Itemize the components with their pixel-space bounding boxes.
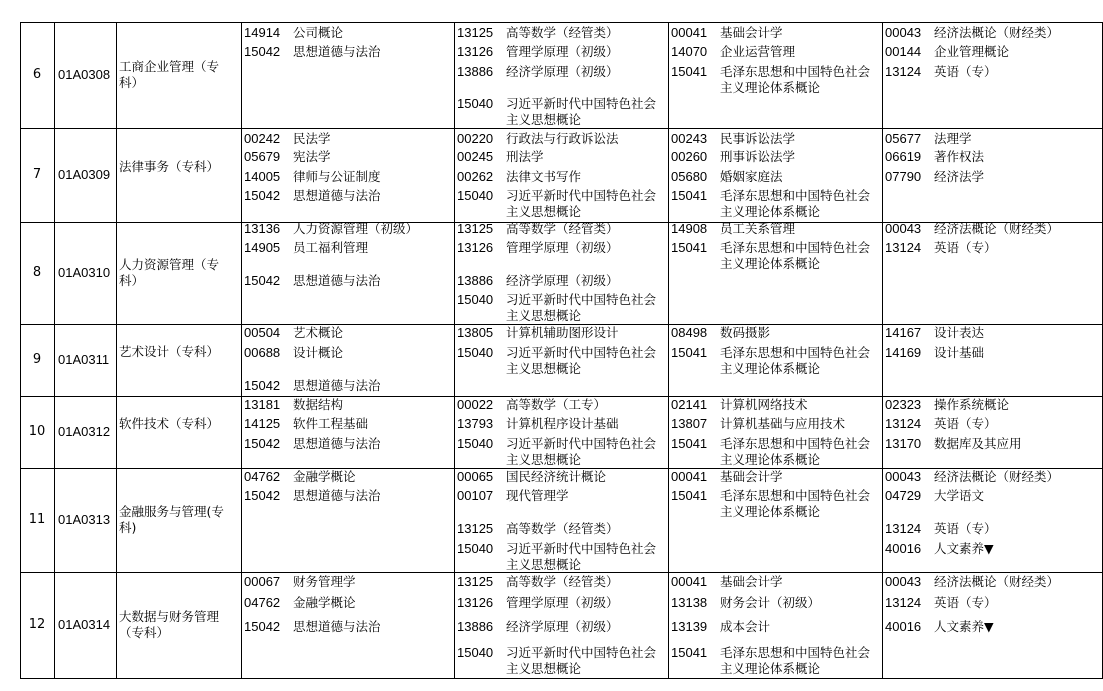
course-code: 00242 <box>244 131 281 146</box>
course-code: 14070 <box>671 44 708 59</box>
course-name: 宪法学 <box>293 149 331 164</box>
course-code: 13126 <box>457 240 494 255</box>
course-name: 毛泽东思想和中国特色社会主义理论体系概论 <box>720 488 871 519</box>
course-code: 13136 <box>244 221 281 236</box>
course-code: 00245 <box>457 149 494 164</box>
course-name: 计算机网络技术 <box>720 397 808 412</box>
row-number: 9 <box>32 352 42 367</box>
course-name: 管理学原理（初级） <box>506 240 619 255</box>
course-code: 13170 <box>885 436 922 451</box>
course-name: 企业管理概论 <box>934 44 1010 59</box>
row-number: 12 <box>28 617 46 632</box>
course-name: 毛泽东思想和中国特色社会主义理论体系概论 <box>720 240 871 271</box>
course-code: 05679 <box>244 149 281 164</box>
course-name: 英语（专） <box>934 416 997 431</box>
course-code: 00041 <box>671 469 708 484</box>
course-name: 操作系统概论 <box>934 397 1010 412</box>
course-code: 15042 <box>244 378 281 393</box>
course-name: 高等数学（工专） <box>506 397 607 412</box>
course-name: 大学语文 <box>934 488 985 503</box>
course-name: 著作权法 <box>934 149 985 164</box>
course-code: 15040 <box>457 188 494 203</box>
course-code: 15041 <box>671 645 708 660</box>
course-name: 经济法学 <box>934 169 985 184</box>
course-name: 思想道德与法治 <box>293 378 381 393</box>
course-code: 00043 <box>885 469 922 484</box>
course-code: 00041 <box>671 574 708 589</box>
course-code: 13139 <box>671 619 708 634</box>
column-divider <box>241 22 242 679</box>
course-code: 15042 <box>244 44 281 59</box>
course-code: 00107 <box>457 488 494 503</box>
course-name: 英语（专） <box>934 64 997 79</box>
row-number: 10 <box>28 424 46 439</box>
course-code: 15040 <box>457 96 494 111</box>
course-code: 06619 <box>885 149 922 164</box>
course-code: 15040 <box>457 345 494 360</box>
course-name: 法律文书写作 <box>506 169 582 184</box>
column-divider <box>54 22 55 679</box>
course-code: 00067 <box>244 574 281 589</box>
course-name: 思想道德与法治 <box>293 44 381 59</box>
major-name: 大数据与财务管理（专科） <box>119 609 220 640</box>
major-code: 01A0312 <box>58 424 111 439</box>
course-code: 13124 <box>885 240 922 255</box>
course-name: 基础会计学 <box>720 469 783 484</box>
major-name: 工商企业管理（专科） <box>119 59 220 90</box>
course-name: 人力资源管理（初级） <box>293 221 419 236</box>
course-code: 04762 <box>244 595 281 610</box>
course-code: 02323 <box>885 397 922 412</box>
course-code: 40016 <box>885 541 922 556</box>
course-name: 思想道德与法治 <box>293 436 381 451</box>
course-name: 习近平新时代中国特色社会主义思想概论 <box>506 436 657 467</box>
course-name: 经济法概论（财经类） <box>934 25 1060 40</box>
course-name: 英语（专） <box>934 521 997 536</box>
row-divider <box>20 572 1103 573</box>
course-code: 04729 <box>885 488 922 503</box>
course-code: 15041 <box>671 64 708 79</box>
course-code: 15042 <box>244 488 281 503</box>
course-name: 数据结构 <box>293 397 344 412</box>
column-divider <box>668 22 669 679</box>
course-code: 14905 <box>244 240 281 255</box>
course-name: 英语（专） <box>934 240 997 255</box>
course-code: 13125 <box>457 574 494 589</box>
course-name: 经济学原理（初级） <box>506 273 619 288</box>
course-code: 13886 <box>457 619 494 634</box>
major-code: 01A0313 <box>58 512 111 527</box>
course-name: 计算机辅助图形设计 <box>506 325 619 340</box>
course-name: 高等数学（经管类） <box>506 25 619 40</box>
course-code: 02141 <box>671 397 708 412</box>
course-name: 计算机程序设计基础 <box>506 416 619 431</box>
course-name: 经济法概论（财经类） <box>934 221 1060 236</box>
course-code: 14167 <box>885 325 922 340</box>
course-name: 软件工程基础 <box>293 416 369 431</box>
course-name: 民法学 <box>293 131 331 146</box>
course-name: 刑事诉讼法学 <box>720 149 796 164</box>
course-code: 13181 <box>244 397 281 412</box>
course-name: 法理学 <box>934 131 972 146</box>
course-name: 人文素养▼ <box>934 619 994 634</box>
course-name: 民事诉讼法学 <box>720 131 796 146</box>
course-code: 15040 <box>457 645 494 660</box>
course-name: 婚姻家庭法 <box>720 169 783 184</box>
course-name: 思想道德与法治 <box>293 488 381 503</box>
course-name: 律师与公证制度 <box>293 169 381 184</box>
course-code: 13126 <box>457 595 494 610</box>
course-name: 高等数学（经管类） <box>506 521 619 536</box>
course-name: 思想道德与法治 <box>293 188 381 203</box>
course-name: 习近平新时代中国特色社会主义思想概论 <box>506 345 657 376</box>
course-code: 15041 <box>671 345 708 360</box>
course-name: 基础会计学 <box>720 25 783 40</box>
course-name: 金融学概论 <box>293 469 356 484</box>
course-code: 15041 <box>671 240 708 255</box>
course-name: 设计基础 <box>934 345 985 360</box>
course-code: 15040 <box>457 541 494 556</box>
course-name: 习近平新时代中国特色社会主义思想概论 <box>506 292 657 323</box>
course-name: 刑法学 <box>506 149 544 164</box>
course-name: 员工关系管理 <box>720 221 796 236</box>
course-code: 00688 <box>244 345 281 360</box>
course-name: 数据库及其应用 <box>934 436 1022 451</box>
major-code: 01A0311 <box>58 352 110 367</box>
course-name: 习近平新时代中国特色社会主义思想概论 <box>506 96 657 127</box>
row-number: 11 <box>28 512 46 527</box>
course-code: 13886 <box>457 64 494 79</box>
major-name: 金融服务与管理(专科) <box>119 504 224 535</box>
course-name: 毛泽东思想和中国特色社会主义理论体系概论 <box>720 436 871 467</box>
course-code: 00022 <box>457 397 494 412</box>
course-code: 15041 <box>671 488 708 503</box>
course-code: 15042 <box>244 188 281 203</box>
major-name: 法律事务（专科） <box>119 159 220 174</box>
course-code: 13125 <box>457 521 494 536</box>
course-name: 习近平新时代中国特色社会主义思想概论 <box>506 188 657 219</box>
course-name: 习近平新时代中国特色社会主义思想概论 <box>506 541 657 572</box>
course-code: 13126 <box>457 44 494 59</box>
course-code: 00043 <box>885 25 922 40</box>
major-name: 人力资源管理（专科） <box>119 257 220 288</box>
major-code: 01A0314 <box>58 617 111 632</box>
course-code: 13124 <box>885 416 922 431</box>
course-code: 00065 <box>457 469 494 484</box>
column-divider <box>882 22 883 679</box>
course-name: 毛泽东思想和中国特色社会主义理论体系概论 <box>720 345 871 376</box>
course-name: 高等数学（经管类） <box>506 574 619 589</box>
course-code: 13124 <box>885 595 922 610</box>
course-code: 14908 <box>671 221 708 236</box>
course-code: 04762 <box>244 469 281 484</box>
row-number: 8 <box>32 265 42 280</box>
course-code: 00041 <box>671 25 708 40</box>
course-name: 公司概论 <box>293 25 344 40</box>
major-name: 软件技术（专科） <box>119 416 220 431</box>
course-name: 计算机基础与应用技术 <box>720 416 846 431</box>
course-code: 13805 <box>457 325 494 340</box>
course-code: 13807 <box>671 416 708 431</box>
course-name: 现代管理学 <box>506 488 569 503</box>
course-name: 数码摄影 <box>720 325 771 340</box>
course-code: 13138 <box>671 595 708 610</box>
course-name: 财务管理学 <box>293 574 356 589</box>
course-code: 00043 <box>885 221 922 236</box>
course-name: 毛泽东思想和中国特色社会主义理论体系概论 <box>720 64 871 95</box>
course-name: 经济学原理（初级） <box>506 64 619 79</box>
course-code: 15041 <box>671 188 708 203</box>
course-name: 管理学原理（初级） <box>506 44 619 59</box>
course-name: 企业运营管理 <box>720 44 796 59</box>
course-code: 15042 <box>244 273 281 288</box>
course-code: 15040 <box>457 292 494 307</box>
major-code: 01A0308 <box>58 67 111 82</box>
course-code: 13793 <box>457 416 494 431</box>
course-name: 经济法概论（财经类） <box>934 469 1060 484</box>
course-code: 08498 <box>671 325 708 340</box>
course-code: 14125 <box>244 416 281 431</box>
row-number: 7 <box>32 167 42 182</box>
course-name: 毛泽东思想和中国特色社会主义理论体系概论 <box>720 188 871 219</box>
course-code: 00043 <box>885 574 922 589</box>
course-code: 14914 <box>244 25 281 40</box>
column-divider <box>454 22 455 679</box>
course-name: 高等数学（经管类） <box>506 221 619 236</box>
column-divider <box>116 22 117 679</box>
course-code: 00504 <box>244 325 281 340</box>
course-name: 习近平新时代中国特色社会主义思想概论 <box>506 645 657 676</box>
course-name: 基础会计学 <box>720 574 783 589</box>
course-code: 13125 <box>457 25 494 40</box>
course-name: 经济学原理（初级） <box>506 619 619 634</box>
major-code: 01A0310 <box>58 265 111 280</box>
course-name: 英语（专） <box>934 595 997 610</box>
course-code: 00243 <box>671 131 708 146</box>
course-code: 15042 <box>244 619 281 634</box>
course-name: 成本会计 <box>720 619 771 634</box>
course-code: 15041 <box>671 436 708 451</box>
course-code: 13124 <box>885 64 922 79</box>
course-code: 15042 <box>244 436 281 451</box>
course-name: 设计概论 <box>293 345 344 360</box>
course-code: 15040 <box>457 436 494 451</box>
course-name: 艺术概论 <box>293 325 344 340</box>
course-code: 05680 <box>671 169 708 184</box>
course-code: 13124 <box>885 521 922 536</box>
course-name: 毛泽东思想和中国特色社会主义理论体系概论 <box>720 645 871 676</box>
major-code: 01A0309 <box>58 167 111 182</box>
row-number: 6 <box>32 67 42 82</box>
course-name: 财务会计（初级） <box>720 595 821 610</box>
course-name: 金融学概论 <box>293 595 356 610</box>
course-code: 07790 <box>885 169 922 184</box>
course-code: 05677 <box>885 131 922 146</box>
row-divider <box>20 128 1103 129</box>
course-code: 00144 <box>885 44 922 59</box>
major-name: 艺术设计（专科） <box>119 344 220 359</box>
course-code: 40016 <box>885 619 922 634</box>
course-name: 管理学原理（初级） <box>506 595 619 610</box>
course-name: 员工福利管理 <box>293 240 369 255</box>
course-name: 行政法与行政诉讼法 <box>506 131 619 146</box>
course-code: 00262 <box>457 169 494 184</box>
column-divider <box>20 22 21 679</box>
course-code: 14005 <box>244 169 281 184</box>
course-name: 经济法概论（财经类） <box>934 574 1060 589</box>
course-table <box>20 22 1102 678</box>
course-name: 思想道德与法治 <box>293 273 381 288</box>
row-divider <box>20 678 1103 679</box>
course-code: 00260 <box>671 149 708 164</box>
course-code: 13886 <box>457 273 494 288</box>
course-name: 思想道德与法治 <box>293 619 381 634</box>
course-code: 13125 <box>457 221 494 236</box>
course-name: 国民经济统计概论 <box>506 469 607 484</box>
course-name: 人文素养▼ <box>934 541 994 556</box>
row-divider <box>20 22 1103 23</box>
course-code: 00220 <box>457 131 494 146</box>
course-name: 设计表达 <box>934 325 985 340</box>
course-code: 14169 <box>885 345 922 360</box>
